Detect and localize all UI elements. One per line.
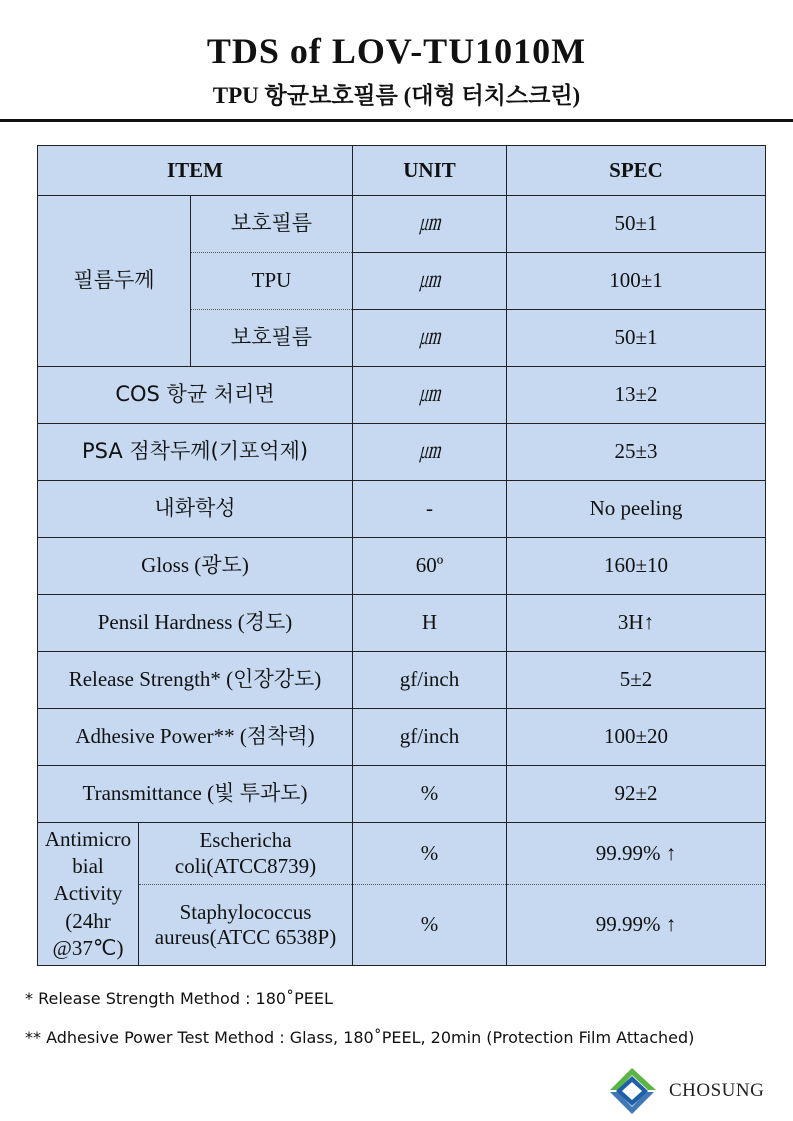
row-item: TPU [191,253,353,310]
table-row [38,367,766,424]
row-spec: 13±2 [507,367,766,424]
row-unit: % [353,766,507,823]
table-row [38,196,766,253]
item-line: Eschericha [199,828,292,853]
table-header-row [38,146,766,196]
row-unit: gf/inch [353,709,507,766]
row-spec: 92±2 [507,766,766,823]
header-item: ITEM [38,146,353,196]
row-spec: 100±20 [507,709,766,766]
row-item: Transmittance (빛 투과도) [38,766,353,823]
row-item: Adhesive Power** (점착력) [38,709,353,766]
row-unit: % [353,823,507,885]
row-spec: 100±1 [507,253,766,310]
row-unit: - [353,481,507,538]
table-row [38,709,766,766]
row-unit: 60º [353,538,507,595]
footnote-adhesive-power: ** Adhesive Power Test Method : Glass, 180˚PEEL, 20min (Protection Film Attached) [25,1028,695,1047]
antimicrobial-group-label [38,823,139,966]
row-unit: H [353,595,507,652]
row-spec: 99.99% ↑ [507,885,766,966]
group-label-line: @37℃) [52,935,124,960]
group-label-line: (24hr [65,908,111,933]
row-spec: No peeling [507,481,766,538]
row-item: Release Strength* (인장강도) [38,652,353,709]
row-item: Pensil Hardness (경도) [38,595,353,652]
row-spec: 99.99% ↑ [507,823,766,885]
header-unit: UNIT [353,146,507,196]
row-item: COS 항균 처리면 [38,367,353,424]
table-row [38,652,766,709]
row-item: 보호필름 [191,196,353,253]
row-spec: 50±1 [507,310,766,367]
thickness-group-label: 필름두께 [38,196,191,367]
row-unit: ㎛ [353,196,507,253]
group-label-line: Antimicro [44,826,132,851]
document-title: TDS of LOV-TU1010M [206,31,587,71]
row-item: PSA 점착두께(기포억제) [38,424,353,481]
header-spec: SPEC [507,146,766,196]
row-unit: ㎛ [353,367,507,424]
company-logo [606,1066,766,1116]
item-line: Staphylococcus [179,899,312,924]
row-unit: ㎛ [353,310,507,367]
row-item: 보호필름 [191,310,353,367]
row-item: 내화학성 [38,481,353,538]
table-row [38,823,766,885]
row-unit: ㎛ [353,253,507,310]
row-item: Gloss (광도) [38,538,353,595]
row-spec: 160±10 [507,538,766,595]
table-row [38,595,766,652]
document-subtitle: TPU 항균보호필름 (대형 터치스크린) [212,83,581,108]
table-row [38,538,766,595]
table-row [38,766,766,823]
row-spec: 5±2 [507,652,766,709]
group-label-line: Activity [53,881,123,906]
chosung-logo-icon [606,1066,666,1116]
footnote-release-strength: * Release Strength Method : 180˚PEEL [25,989,333,1008]
title-divider [0,119,793,122]
row-unit: ㎛ [353,424,507,481]
spec-table [37,145,766,966]
row-item [139,885,353,966]
item-line: coli(ATCC8739) [174,853,317,878]
row-spec: 3H↑ [507,595,766,652]
row-spec: 50±1 [507,196,766,253]
row-item [139,823,353,885]
row-spec: 25±3 [507,424,766,481]
row-unit: % [353,885,507,966]
row-unit: gf/inch [353,652,507,709]
item-line: aureus(ATCC 6538P) [154,925,337,949]
logo-text: CHOSUNG [669,1080,765,1101]
group-label-line: bial [72,854,104,879]
table-row [38,885,766,966]
table-row [38,481,766,538]
table-row [38,424,766,481]
